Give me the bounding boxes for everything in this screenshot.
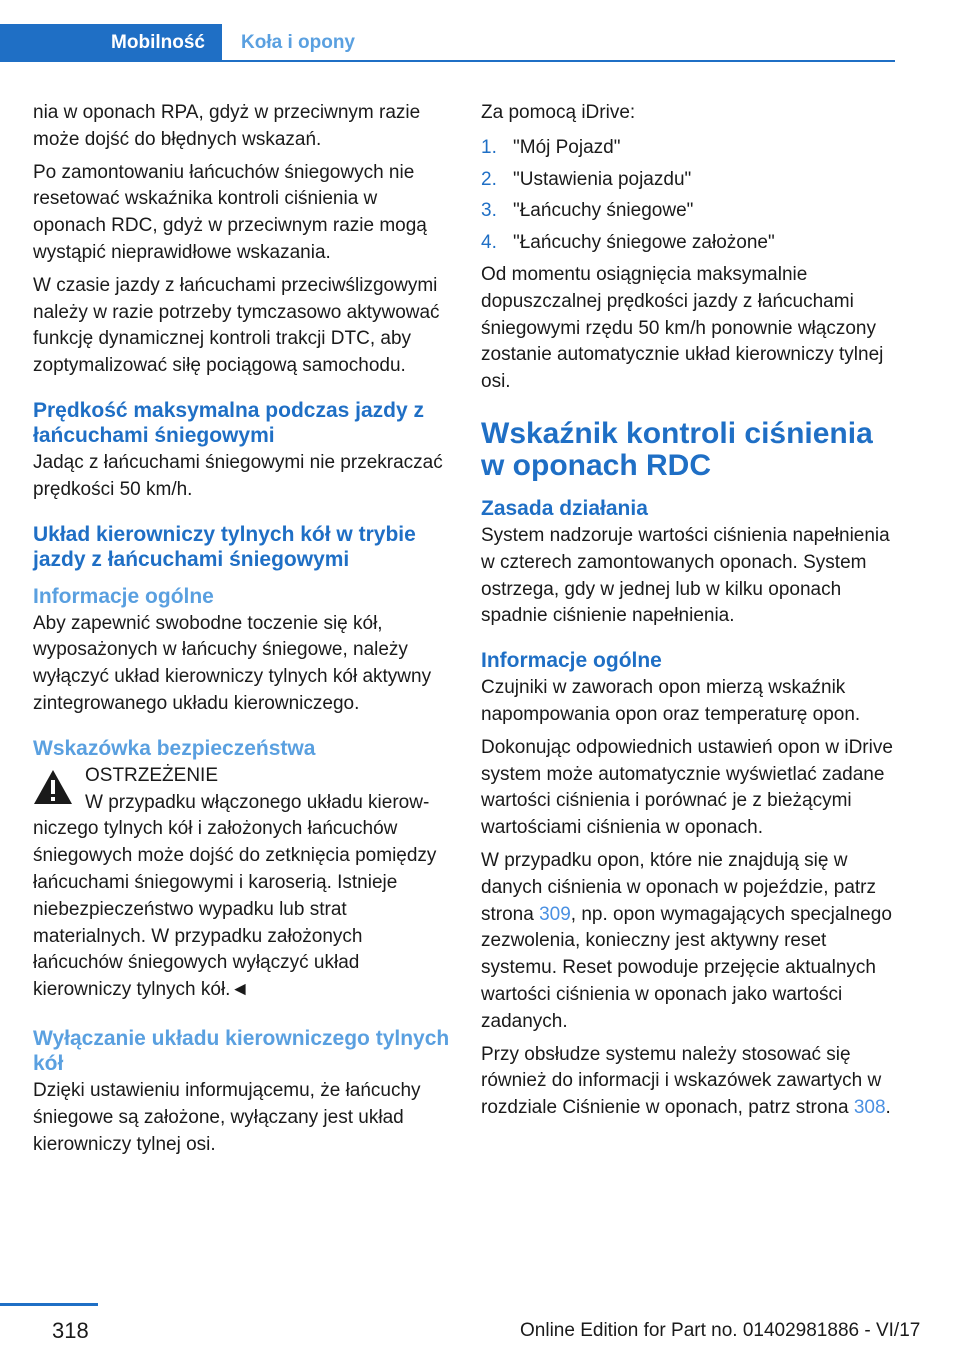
paragraph: Od momentu osiągnięcia maksymalnie dopuszczalnej prędkości jazdy z łańcuchami śniegowymi rzędu 50 km/h ponownie włączony zostanie automatycznie układ kierowniczy tylnej osi. — [481, 263, 884, 393]
list-item — [481, 198, 899, 225]
step-text: "Łańcuchy śniegowe" — [513, 200, 694, 222]
paragraph: Aby zapewnić swobodne toczenie się kół, wyposażonych w łańcuchy śniegowe, należy wyłączyć układ kierowniczy tylnych kół aktywny zintegrowanego układu kierowniczego. — [33, 612, 432, 714]
heading-rdc: Wskaźnik kontroli ciśnienia w oponach RDC — [481, 416, 873, 482]
header-tabs — [0, 24, 895, 62]
warning-block — [33, 763, 451, 1004]
paragraph — [481, 848, 899, 1036]
step-text: "Łańcuchy śniegowe założone" — [513, 232, 775, 254]
warning-text: niczego tylnych kół i założonych łańcuchów śniegowych może dojść do zetknięcia pomiędzy łańcuchami śniegowymi i karoserią. Istnieje niebezpieczeństwo wypadku lub strat materialnych. W przypadku założonych łańcuchów śniegowych wyłączyć układ kierowniczy tylnych kół.◄ — [33, 818, 437, 1001]
list-item — [481, 230, 899, 257]
step-number: 3. — [481, 200, 497, 222]
heading-disable-rear-steering: Wyłączanie układu kierowniczego tylnych kół — [33, 1026, 450, 1075]
list-item — [481, 135, 899, 162]
tab-kola-i-opony[interactable]: Koła i opony — [222, 24, 895, 62]
step-text: "Mój Pojazd" — [513, 136, 621, 158]
step-number: 1. — [481, 136, 497, 158]
left-column — [33, 100, 451, 1164]
page-ref-link[interactable]: 309 — [539, 903, 571, 925]
footer-rule — [0, 1303, 98, 1306]
right-column — [481, 100, 899, 1128]
step-number: 4. — [481, 232, 497, 254]
heading-principle: Zasada działania — [481, 496, 648, 520]
text-run: W przypadku opon, które nie znajdują się w danych ciśnienia w oponach w pojeździe, patrz strona — [481, 849, 877, 925]
paragraph: Po zamontowaniu łańcuchów śniegowych nie resetować wskaźnika kontroli ciśnienia w oponach RDC, gdyż w przeciwnym razie mogą wystąpić nieprawidłowe wskazania. — [33, 161, 427, 263]
text-run: , np. opon wymagających specjalnego zezwolenia, konieczny jest aktywny reset systemu. Reset powoduje przejęcie aktualnych wartości ciśnienia w oponach jako wartości zadanych. — [481, 903, 892, 1032]
paragraph: Czujniki w zaworach opon mierzą wskaźnik napompowania opon oraz temperaturę opon. — [481, 677, 861, 725]
paragraph: Dokonując odpowiednich ustawień opon w iDrive system może automatycznie wyświetlać zadane wartości ciśnienia i porównać je z bieżącymi wartościami ciśnienia w oponach. — [481, 736, 893, 839]
paragraph: Jadąc z łańcuchami śniegowymi nie przekraczać prędkości 50 km/h. — [33, 451, 443, 500]
paragraph: System nadzoruje wartości ciśnienia napełnienia w czterech zamontowanych oponach. System ostrzega, gdy w jednej lub w kilku oponach spadnie ciśnienie napełnienia. — [481, 524, 890, 627]
tab-mobilnosc[interactable]: Mobilność — [0, 24, 222, 62]
warning-text-first: W przypadku włączonego układu kierow- — [85, 791, 430, 813]
idrive-steps — [481, 135, 899, 257]
paragraph: nia w oponach RPA, gdyż w przeciwnym razie może dojść do błędnych wskazań. — [33, 102, 421, 150]
paragraph: Za pomocą iDrive: — [481, 102, 636, 123]
page-number: 318 — [52, 1318, 89, 1343]
paragraph: W czasie jazdy z łańcuchami przeciwślizgowymi należy w razie potrzeby tymczasowo aktywować funkcję dynamicznej kontroli trakcji DTC, aby zoptymalizować siłę pociągową samochodu. — [33, 274, 440, 377]
warning-title: OSTRZEŻENIE — [85, 764, 219, 786]
step-number: 2. — [481, 168, 497, 190]
list-item — [481, 167, 899, 194]
text-run: Przy obsłudze systemu należy stosować się również do informacji i wskazówek zawartych w rozdziale Ciśnienie w oponach, patrz strona — [481, 1043, 882, 1119]
heading-safety-note: Wskazówka bezpieczeństwa — [33, 736, 316, 760]
edition-note: Online Edition for Part no. 01402981886 - VI/17 — [520, 1320, 921, 1341]
heading-general-info: Informacje ogólne — [33, 584, 214, 608]
warning-triangle-icon — [33, 769, 73, 805]
heading-general-info: Informacje ogólne — [481, 649, 662, 673]
paragraph: Dzięki ustawieniu informującemu, że łańcuchy śniegowe są założone, wyłączany jest układ kierowniczy tylnej osi. — [33, 1079, 421, 1155]
paragraph — [481, 1042, 899, 1122]
text-run: . — [885, 1097, 891, 1119]
heading-max-speed: Prędkość maksymalna podczas jazdy z łańcuchami śniegowymi — [33, 398, 425, 447]
heading-rear-steering: Układ kierowniczy tylnych kół w trybie jazdy z łańcuchami śniegowymi — [33, 522, 416, 571]
step-text: "Ustawienia pojazdu" — [513, 168, 692, 190]
page-ref-link[interactable]: 308 — [853, 1097, 886, 1119]
